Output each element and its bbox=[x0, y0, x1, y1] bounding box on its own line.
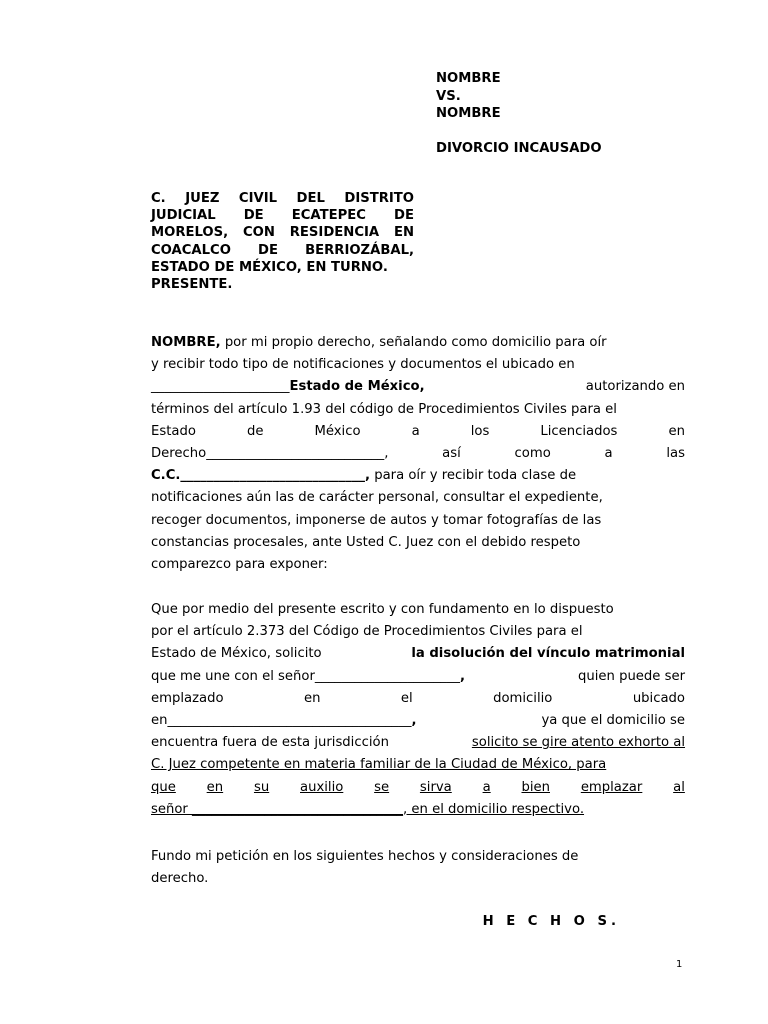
text-line: derecho. bbox=[151, 871, 209, 887]
text-line: constancias procesales, ante Usted C. Juez con el debido respeto bbox=[151, 534, 581, 550]
text-line-spread: que en su auxilio se sirva a bien emplazar al bbox=[151, 779, 685, 795]
text-line: y recibir todo tipo de notificaciones y documentos el ubicado en bbox=[151, 357, 575, 373]
text-line-spread: Estado de México a los Licenciados en bbox=[151, 423, 685, 439]
section-heading-hechos: H E C H O S. bbox=[482, 914, 620, 929]
text-line: comparezco para exponer: bbox=[151, 557, 328, 573]
text-line: señor ________________________________ , en el domicilio respectivo. bbox=[151, 801, 585, 817]
page-number: 1 bbox=[676, 959, 683, 970]
case-type: DIVORCIO INCAUSADO bbox=[436, 140, 602, 156]
text-line: Derecho___________________________, así como a las bbox=[151, 446, 685, 462]
paragraph-request bbox=[151, 599, 685, 821]
paragraph-grounds bbox=[151, 846, 685, 890]
court-addressee bbox=[151, 190, 414, 293]
text-line: notificaciones aún las de carácter personal, consultar el expediente, bbox=[151, 490, 603, 506]
text-line: C.C.____________________________, para oír y recibir toda clase de bbox=[151, 468, 577, 484]
party-2: NOMBRE bbox=[436, 106, 501, 121]
text-line: Estado de México, solicito la disolución del vínculo matrimonial bbox=[151, 646, 685, 662]
versus: VS. bbox=[436, 88, 461, 104]
paragraph-intro: NOMBRE, por mi propio derecho, señalando como domicilio para oír y recibir todo tipo de notificaciones y documentos el ubicado en _____________________Estado de México, autorizando en términos del artículo 1.93 del código de Procedimientos Civiles para el Estado de México a los Licenciados en Derecho___________________________, así como a las C.C.____________________________, para oír y recibir toda clase de notificaciones aún las de carácter personal, consultar el expediente, recoger documentos, imponerse de autos y tomar fotografías de las constancias procesales, ante Usted C. Juez con el debido respeto comparezco para exponer: bbox=[151, 332, 685, 576]
text-line: por el artículo 2.373 del Código de Procedimientos Civiles para el bbox=[151, 624, 583, 640]
text-line: términos del artículo 1.93 del código de Procedimientos Civiles para el bbox=[151, 401, 617, 417]
text-line: en_____________________________________, ya que el domicilio se bbox=[151, 713, 685, 729]
addressee-text: C. JUEZ CIVIL DEL DISTRITO JUDICIAL DE ECATEPEC DE MORELOS, CON RESIDENCIA EN COACALCO DE BERRIOZÁBAL, ESTADO DE MÉXICO, EN TURNO. bbox=[151, 191, 414, 275]
text-line: encuentra fuera de esta jurisdicción solicito se gire atento exhorto al bbox=[151, 735, 685, 751]
text-line: C. Juez competente en materia familiar de la Ciudad de México, para bbox=[151, 757, 607, 773]
party-1: NOMBRE bbox=[436, 71, 501, 86]
presente: PRESENTE. bbox=[151, 277, 233, 293]
text-line: que me une con el señor______________________, quien puede ser bbox=[151, 668, 685, 684]
text-line: recoger documentos, imponerse de autos y tomar fotografías de las bbox=[151, 512, 602, 528]
petitioner-name: NOMBRE, bbox=[151, 335, 221, 350]
text-line: Que por medio del presente escrito y con fundamento en lo dispuesto bbox=[151, 602, 614, 617]
text-line-spread: emplazado en el domicilio ubicado bbox=[151, 690, 685, 706]
case-caption bbox=[436, 70, 696, 157]
text-line: _____________________Estado de México, autorizando en bbox=[151, 379, 685, 395]
text-line: Fundo mi petición en los siguientes hechos y consideraciones de bbox=[151, 849, 579, 864]
